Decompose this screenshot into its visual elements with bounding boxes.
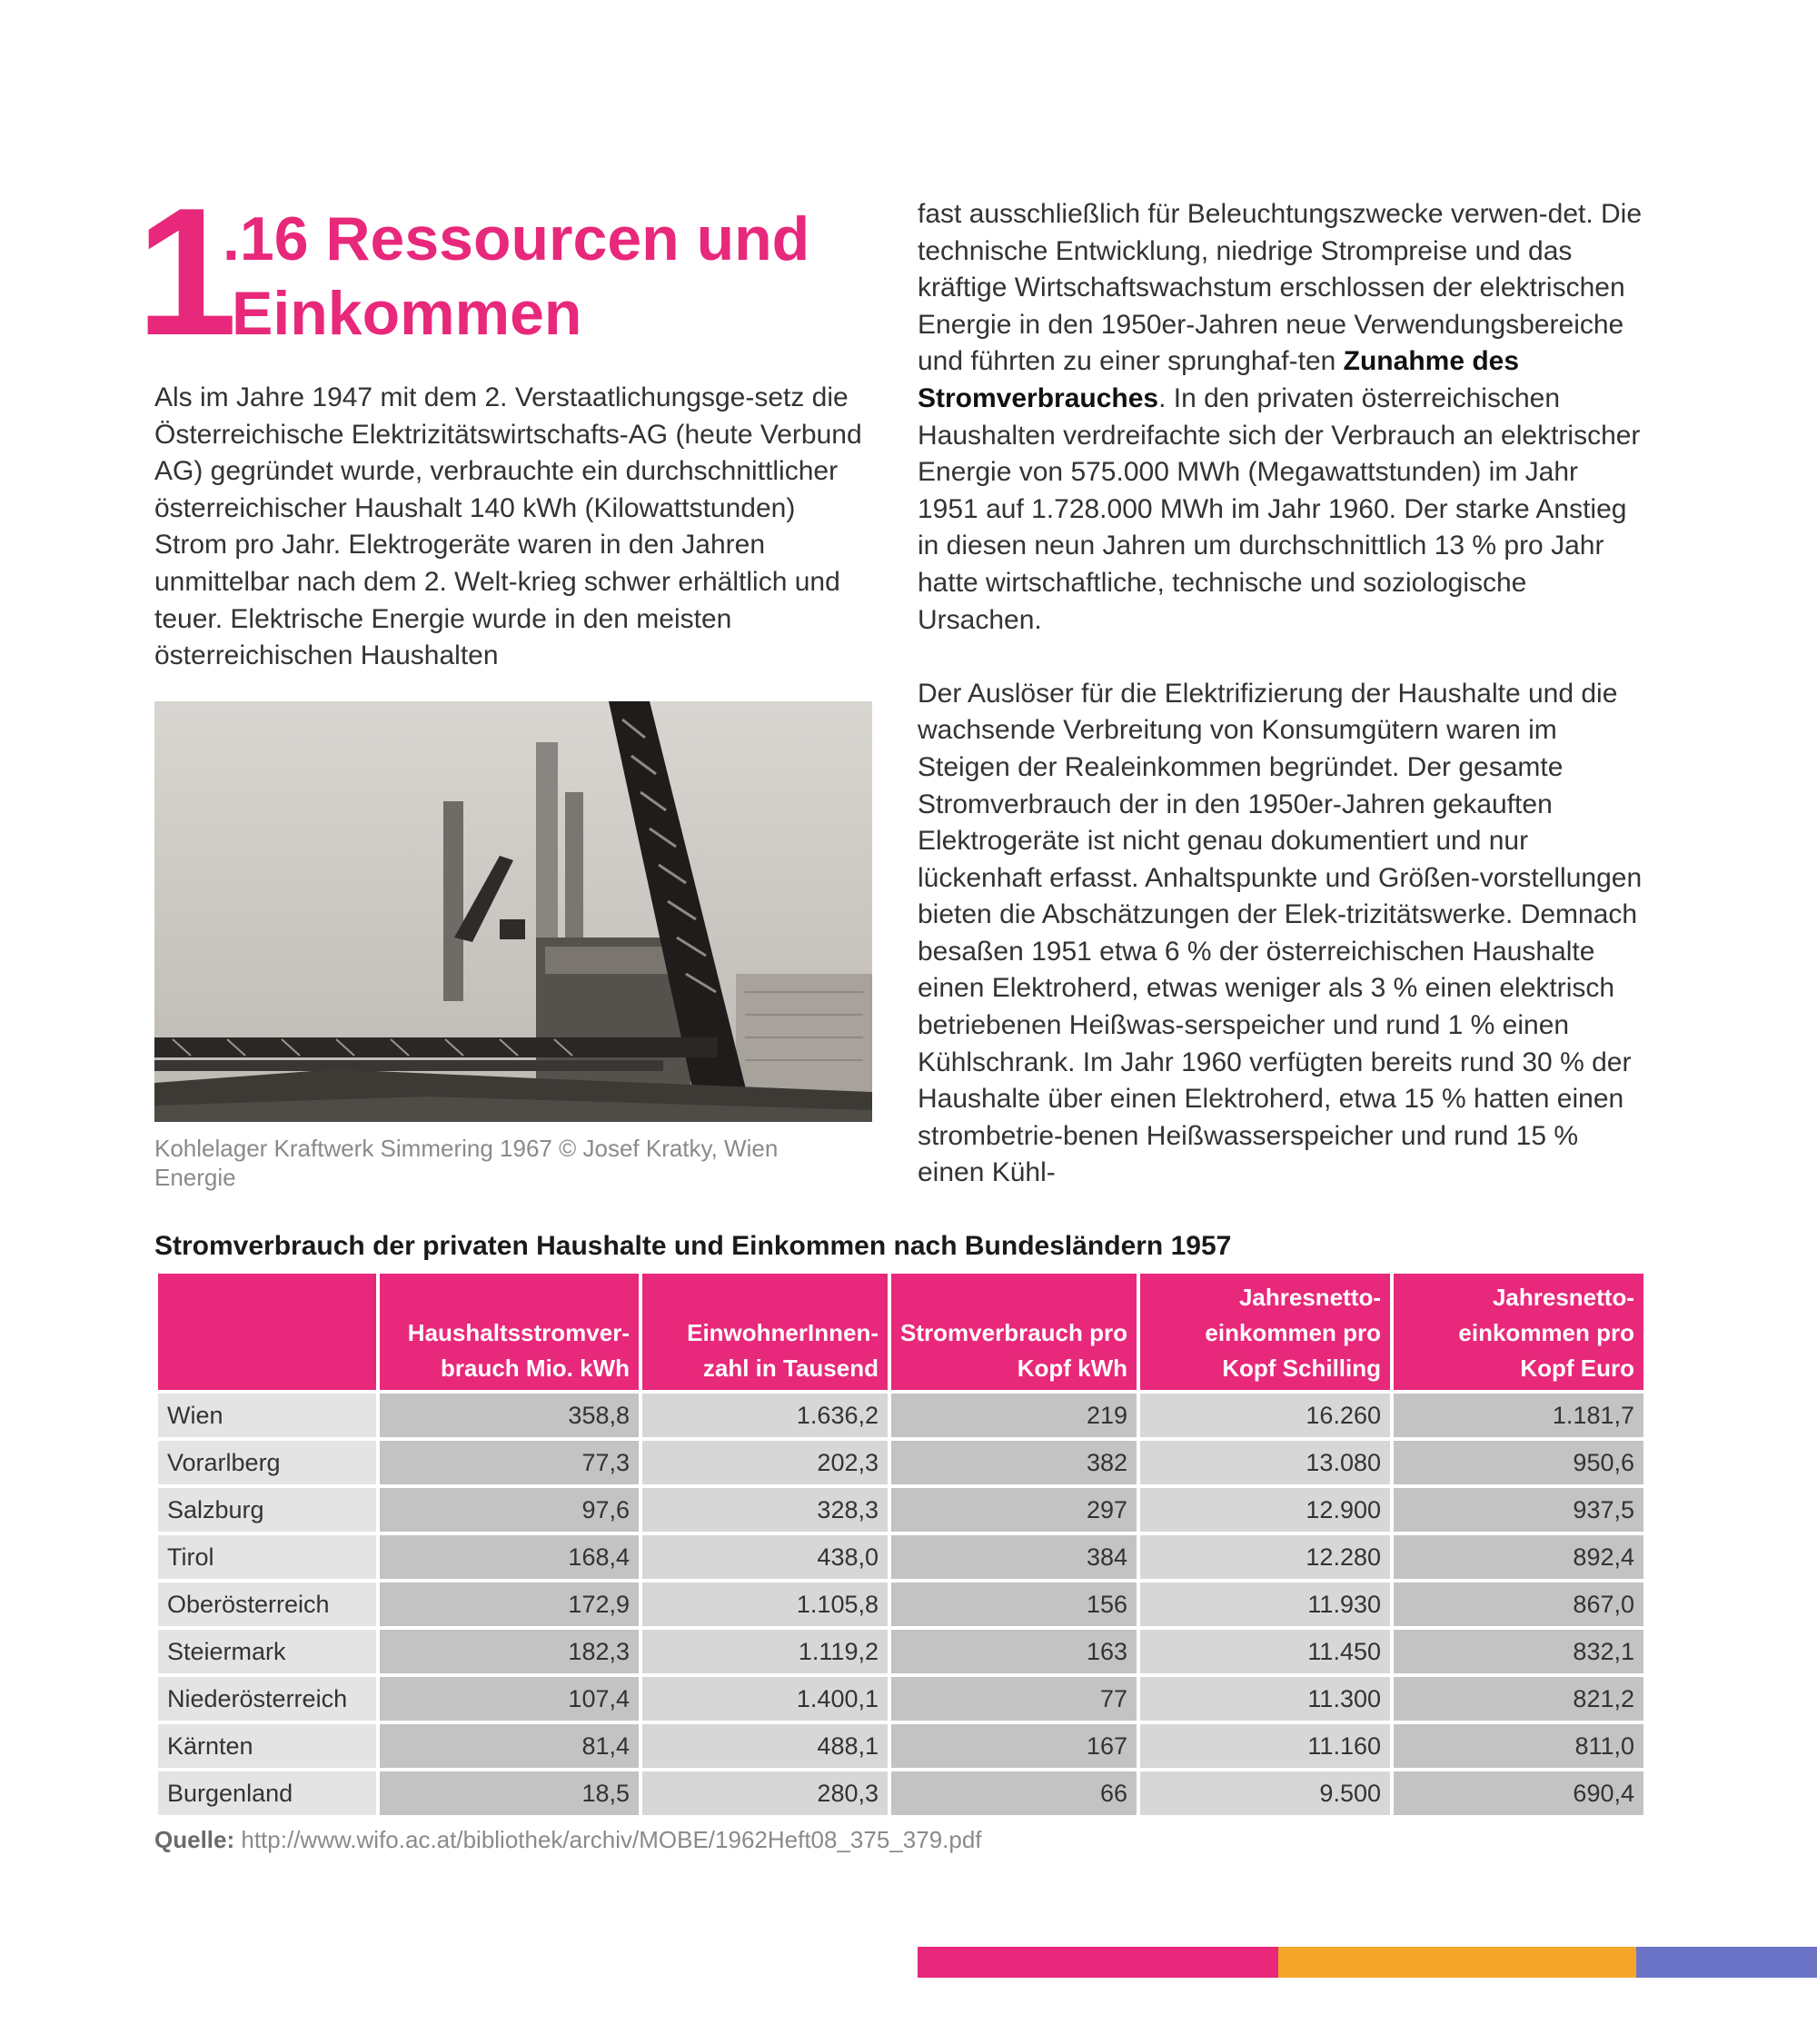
- table-row: [158, 1394, 1643, 1437]
- table-cell: 97,6: [380, 1488, 639, 1532]
- table-cell: 16.260: [1140, 1394, 1390, 1437]
- footer-bar-orange: [1278, 1947, 1636, 1978]
- table-title: Stromverbrauch der privaten Haushalte und Einkommen nach Bundesländern 1957: [154, 1231, 1232, 1261]
- footer-bar-pink: [918, 1947, 1278, 1978]
- table-cell: 11.160: [1140, 1724, 1390, 1768]
- table-cell: 156: [891, 1583, 1137, 1626]
- table-cell: 867,0: [1394, 1583, 1643, 1626]
- source-label: Quelle:: [154, 1826, 235, 1853]
- table-cell: 12.900: [1140, 1488, 1390, 1532]
- photo-caption: Kohlelager Kraftwerk Simmering 1967 © Josef Kratky, Wien Energie: [154, 1135, 779, 1191]
- table-cell: 488,1: [642, 1724, 888, 1768]
- page-title-line2: Einkommen: [232, 279, 582, 348]
- table-cell: 202,3: [642, 1441, 888, 1484]
- row-label: Burgenland: [158, 1771, 376, 1815]
- table-cell: 937,5: [1394, 1488, 1643, 1532]
- source-link[interactable]: http://www.wifo.ac.at/bibliothek/archiv/MOBE/1962Heft08_375_379.pdf: [241, 1826, 982, 1853]
- table-cell: 182,3: [380, 1630, 639, 1673]
- header-cell: Jahresnetto-einkommen pro Kopf Schilling: [1140, 1274, 1390, 1390]
- table-cell: 1.119,2: [642, 1630, 888, 1673]
- table-cell: 18,5: [380, 1771, 639, 1815]
- table-row: [158, 1630, 1643, 1673]
- table-row: [158, 1535, 1643, 1579]
- right-paragraph-2: Der Auslöser für die Elektrifizierung der Haushalte und die wachsende Verbreitung von Konsumgütern waren im Steigen der Realeinkommen begründet. Der gesamte Stromverbrauch der in den 1950er-Jahren gekauften Elektrogeräte ist nicht genau dokumentiert und nur lückenhaft erfasst. Anhaltspunkte und Größen-vorstellungen bieten die Abschätzungen der Elek-trizitätswerke. Demnach besaßen 1951 etwa 6 % der österreichischen Haushalte einen Elektroherd, etwas weniger als 3 % einen elektrisch betriebenen Heißwas-serspeicher und rund 1 % einen Kühlschrank. Im Jahr 1960 verfügten bereits rund 30 % der Haushalte über einen Elektroherd, etwa 15 % hatten einen strombetrie-benen Heißwasserspeicher und rund 15 % einen Kühl-: [918, 678, 1643, 1188]
- table-row: [158, 1583, 1643, 1626]
- table-cell: 1.636,2: [642, 1394, 888, 1437]
- table-row: [158, 1771, 1643, 1815]
- row-label: Tirol: [158, 1535, 376, 1579]
- table-cell: 167: [891, 1724, 1137, 1768]
- table-cell: 168,4: [380, 1535, 639, 1579]
- table-cell: 1.105,8: [642, 1583, 888, 1626]
- chapter-number: 1: [136, 171, 233, 373]
- table-cell: 382: [891, 1441, 1137, 1484]
- table-cell: 950,6: [1394, 1441, 1643, 1484]
- table-cell: 13.080: [1140, 1441, 1390, 1484]
- table-cell: 297: [891, 1488, 1137, 1532]
- table-cell: 77,3: [380, 1441, 639, 1484]
- table-cell: 66: [891, 1771, 1137, 1815]
- table-cell: 1.400,1: [642, 1677, 888, 1721]
- table-cell: 1.181,7: [1394, 1394, 1643, 1437]
- right-paragraph-1-end: . In den privaten österreichischen Haushalten verdreifachte sich der Verbrauch an elektrischer Energie von 575.000 MWh (Megawattstunden) im Jahr 1951 auf 1.728.000 MWh im Jahr 1960. Der starke Anstieg in diesen neun Jahren um durchschnittlich 13 % pro Jahr hatte wirtschaftliche, technische und soziologische Ursachen.: [918, 382, 1641, 635]
- table-cell: 77: [891, 1677, 1137, 1721]
- table-cell: 163: [891, 1630, 1137, 1673]
- table-cell: 280,3: [642, 1771, 888, 1815]
- table-cell: 107,4: [380, 1677, 639, 1721]
- row-label: Vorarlberg: [158, 1441, 376, 1484]
- table-row: [158, 1724, 1643, 1768]
- row-label: Steiermark: [158, 1630, 376, 1673]
- header-cell: [158, 1274, 376, 1390]
- right-paragraph-1: [918, 196, 1644, 639]
- table-cell: 12.280: [1140, 1535, 1390, 1579]
- intro-paragraph: Als im Jahre 1947 mit dem 2. Verstaatlichungsge-setz die Österreichische Elektrizitätswirtschafts-AG (heute Verbund AG) gegründet wurde, verbrauchte ein durchschnittlicher österreichischer Haushalt 140 kWh (Kilowattstunden) Strom pro Jahr. Elektrogeräte waren in den Jahren unmittelbar nach dem 2. Welt-krieg schwer erhältlich und teuer. Elektrische Energie wurde in den meisten österreichischen Haushalten: [154, 382, 862, 671]
- header-cell: Jahresnetto-einkommen pro Kopf Euro: [1394, 1274, 1643, 1390]
- power-plant-photo: [154, 701, 872, 1122]
- table-cell: 11.930: [1140, 1583, 1390, 1626]
- row-label: Kärnten: [158, 1724, 376, 1768]
- row-label: Niederösterreich: [158, 1677, 376, 1721]
- right-paragraph-1-start: fast ausschließlich für Beleuchtungszwecke verwen-det. Die technische Entwicklung, niedrige Strompreise und das kräftige Wirtschaftswachstum erschlossen der elektrischen Energie in den 1950er-Jahren neue Verwendungsbereiche und führten zu einer sprunghaf-ten: [918, 199, 1643, 377]
- header-cell: EinwohnerInnen-zahl in Tausend: [642, 1274, 888, 1390]
- row-label: Salzburg: [158, 1488, 376, 1532]
- table-cell: 11.300: [1140, 1677, 1390, 1721]
- table-cell: 328,3: [642, 1488, 888, 1532]
- table-cell: 172,9: [380, 1583, 639, 1626]
- table-cell: 821,2: [1394, 1677, 1643, 1721]
- page-title-line1: .16 Ressourcen und: [223, 204, 810, 273]
- table-row: [158, 1441, 1643, 1484]
- row-label: Wien: [158, 1394, 376, 1437]
- table-cell: 832,1: [1394, 1630, 1643, 1673]
- power-plant-image: [154, 701, 872, 1122]
- footer-bar-blue: [1636, 1947, 1817, 1978]
- table-cell: 892,4: [1394, 1535, 1643, 1579]
- table-row: [158, 1488, 1643, 1532]
- table-cell: 384: [891, 1535, 1137, 1579]
- header-cell: Haushaltsstromver-brauch Mio. kWh: [380, 1274, 639, 1390]
- right-column-text: [918, 196, 1644, 1229]
- table-cell: 690,4: [1394, 1771, 1643, 1815]
- emphasis-stromverbrauch: Zunahme des Stromverbrauches: [918, 346, 1520, 413]
- table-cell: 811,0: [1394, 1724, 1643, 1768]
- table-header-row: [158, 1274, 1643, 1390]
- table-cell: 11.450: [1140, 1630, 1390, 1673]
- row-label: Oberösterreich: [158, 1583, 376, 1626]
- consumption-table: [154, 1270, 1647, 1819]
- source-note: [154, 1826, 982, 1854]
- table-cell: 219: [891, 1394, 1137, 1437]
- table-cell: 438,0: [642, 1535, 888, 1579]
- table-cell: 81,4: [380, 1724, 639, 1768]
- table-cell: 358,8: [380, 1394, 639, 1437]
- page-title: [223, 202, 859, 351]
- header-cell: Stromverbrauch pro Kopf kWh: [891, 1274, 1137, 1390]
- table-cell: 9.500: [1140, 1771, 1390, 1815]
- table-row: [158, 1677, 1643, 1721]
